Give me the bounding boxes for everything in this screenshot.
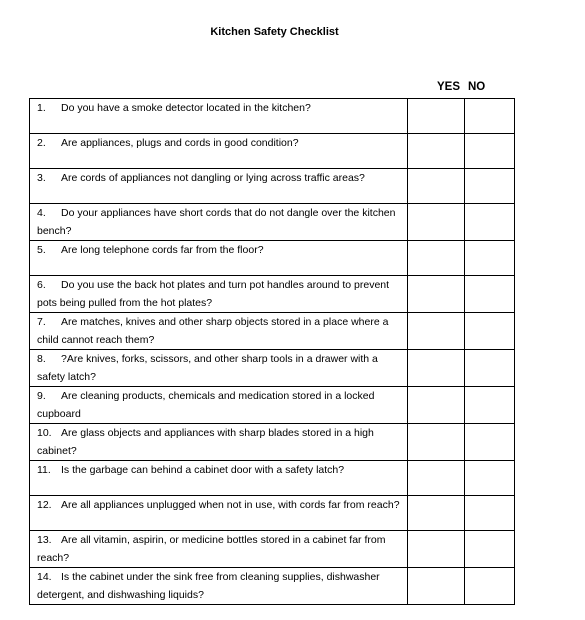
question-cell xyxy=(30,134,408,169)
page-title: Kitchen Safety Checklist xyxy=(210,26,339,38)
question-number: 9. xyxy=(37,390,46,402)
question-number: 11. xyxy=(37,464,51,476)
no-checkbox-cell[interactable] xyxy=(465,276,515,313)
checklist-table xyxy=(29,98,515,605)
yes-checkbox-cell[interactable] xyxy=(408,531,465,568)
yes-checkbox-cell[interactable] xyxy=(408,313,465,350)
question xyxy=(30,496,407,514)
yes-checkbox-cell[interactable] xyxy=(408,568,465,605)
question xyxy=(30,169,407,187)
question xyxy=(30,204,407,240)
checklist-row xyxy=(30,276,515,313)
question xyxy=(30,99,407,117)
no-checkbox-cell[interactable] xyxy=(465,350,515,387)
question-text: Do your appliances have short cords that do not dangle over the kitchen bench? xyxy=(37,207,399,237)
question-cell xyxy=(30,241,408,276)
no-checkbox-cell[interactable] xyxy=(465,531,515,568)
question-text: Is the garbage can behind a cabinet door with a safety latch? xyxy=(61,464,345,476)
yes-checkbox-cell[interactable] xyxy=(408,496,465,531)
no-checkbox-cell[interactable] xyxy=(465,424,515,461)
question-text: Are long telephone cords far from the floor? xyxy=(61,244,264,256)
question xyxy=(30,276,407,312)
yes-checkbox-cell[interactable] xyxy=(408,276,465,313)
question-text: Are all vitamin, aspirin, or medicine bottles stored in a cabinet far from reach? xyxy=(37,534,389,564)
question-number: 1. xyxy=(37,102,46,114)
question-number: 7. xyxy=(37,316,46,328)
question-text: Are cleaning products, chemicals and medication stored in a locked cupboard xyxy=(37,390,378,420)
checklist-row xyxy=(30,531,515,568)
question xyxy=(30,350,407,386)
checklist-row xyxy=(30,313,515,350)
question xyxy=(30,461,407,479)
question-cell xyxy=(30,461,408,496)
no-column-header: NO xyxy=(468,81,486,93)
yes-checkbox-cell[interactable] xyxy=(408,99,465,134)
checklist-row xyxy=(30,350,515,387)
question xyxy=(30,313,407,349)
question-cell xyxy=(30,313,408,350)
checklist-row xyxy=(30,134,515,169)
no-checkbox-cell[interactable] xyxy=(465,169,515,204)
question-text: Are all appliances unplugged when not in use, with cords far from reach? xyxy=(61,499,400,511)
question-text: Do you have a smoke detector located in the kitchen? xyxy=(61,102,311,114)
question xyxy=(30,424,407,460)
question-text: Are appliances, plugs and cords in good condition? xyxy=(61,137,299,149)
yes-checkbox-cell[interactable] xyxy=(408,387,465,424)
no-checkbox-cell[interactable] xyxy=(465,387,515,424)
checklist-row xyxy=(30,241,515,276)
yes-column-header: YES xyxy=(437,81,461,93)
question xyxy=(30,134,407,152)
checklist-row xyxy=(30,568,515,605)
no-checkbox-cell[interactable] xyxy=(465,99,515,134)
question-text: Do you use the back hot plates and turn pot handles around to prevent pots being pulled from the hot plates? xyxy=(37,279,392,309)
yes-checkbox-cell[interactable] xyxy=(408,134,465,169)
yes-checkbox-cell[interactable] xyxy=(408,204,465,241)
no-checkbox-cell[interactable] xyxy=(465,134,515,169)
checklist-row xyxy=(30,387,515,424)
checklist-row xyxy=(30,99,515,134)
no-checkbox-cell[interactable] xyxy=(465,496,515,531)
question-cell xyxy=(30,424,408,461)
question-number: 3. xyxy=(37,172,46,184)
question-text: Are glass objects and appliances with sharp blades stored in a high cabinet? xyxy=(37,427,377,457)
question-number: 12. xyxy=(37,499,52,511)
no-checkbox-cell[interactable] xyxy=(465,241,515,276)
question-cell xyxy=(30,169,408,204)
question-number: 8. xyxy=(37,353,46,365)
question-number: 14. xyxy=(37,571,52,583)
question-cell xyxy=(30,276,408,313)
yes-checkbox-cell[interactable] xyxy=(408,461,465,496)
yes-checkbox-cell[interactable] xyxy=(408,350,465,387)
no-checkbox-cell[interactable] xyxy=(465,204,515,241)
question xyxy=(30,531,407,567)
question xyxy=(30,241,407,259)
checklist-row xyxy=(30,169,515,204)
no-checkbox-cell[interactable] xyxy=(465,461,515,496)
no-checkbox-cell[interactable] xyxy=(465,568,515,605)
question-cell xyxy=(30,496,408,531)
checklist-row xyxy=(30,424,515,461)
question-cell xyxy=(30,387,408,424)
question xyxy=(30,387,407,423)
question-text: ?Are knives, forks, scissors, and other sharp tools in a drawer with a safety latch? xyxy=(37,353,381,383)
question xyxy=(30,568,407,604)
question-number: 5. xyxy=(37,244,46,256)
checklist-row xyxy=(30,461,515,496)
question-number: 6. xyxy=(37,279,46,291)
question-text: Is the cabinet under the sink free from cleaning supplies, dishwasher detergent, and dishwashing liquids? xyxy=(37,571,383,601)
question-number: 13. xyxy=(37,534,52,546)
checklist-row xyxy=(30,204,515,241)
question-cell xyxy=(30,531,408,568)
question-cell xyxy=(30,99,408,134)
yes-checkbox-cell[interactable] xyxy=(408,169,465,204)
question-cell xyxy=(30,204,408,241)
question-cell xyxy=(30,350,408,387)
question-text: Are matches, knives and other sharp objects stored in a place where a child cannot reach them? xyxy=(37,316,392,346)
question-cell xyxy=(30,568,408,605)
question-number: 2. xyxy=(37,137,46,149)
checklist-row xyxy=(30,496,515,531)
question-number: 10. xyxy=(37,427,52,439)
question-number: 4. xyxy=(37,207,46,219)
no-checkbox-cell[interactable] xyxy=(465,313,515,350)
yes-checkbox-cell[interactable] xyxy=(408,241,465,276)
yes-checkbox-cell[interactable] xyxy=(408,424,465,461)
question-text: Are cords of appliances not dangling or lying across traffic areas? xyxy=(61,172,365,184)
